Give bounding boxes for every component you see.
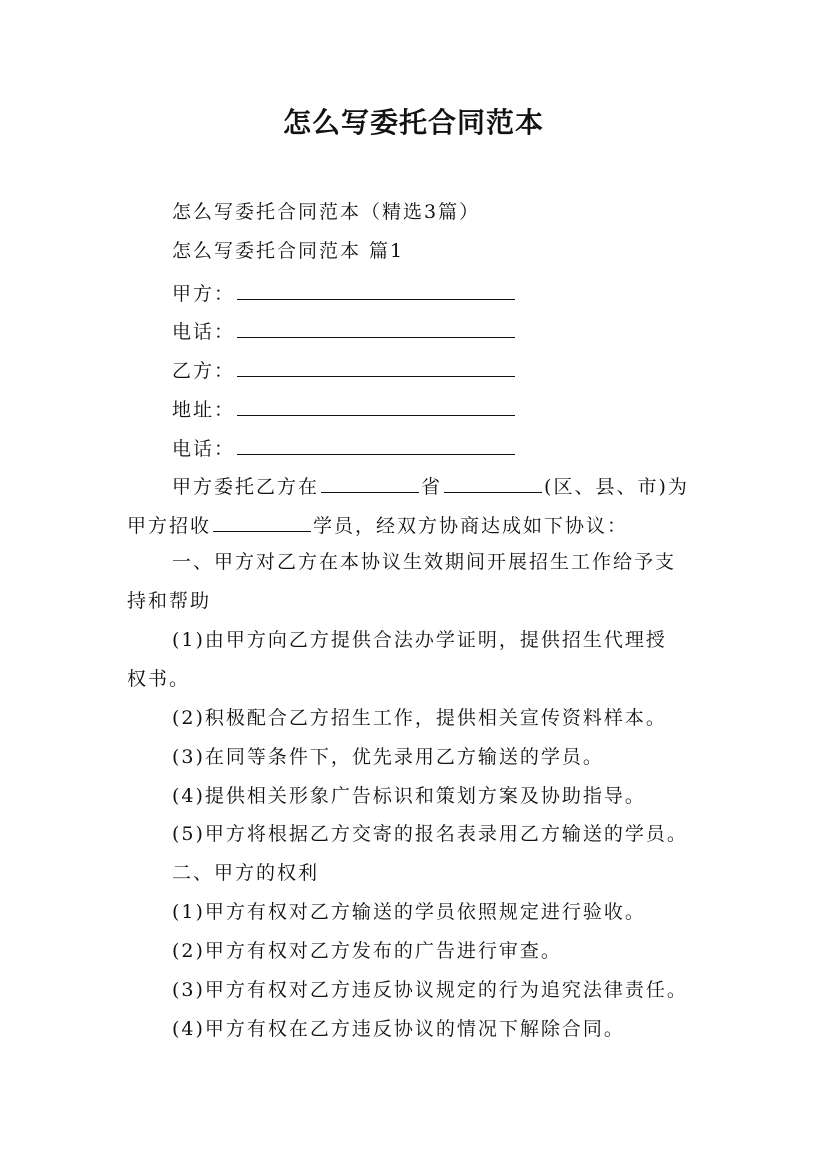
field-label: 甲方： [172, 283, 236, 305]
intro-text: 甲方委托乙方在 [172, 476, 320, 498]
field-address [172, 395, 515, 422]
blank-line [237, 317, 515, 338]
intro-line-2 [127, 511, 628, 538]
blank-line [213, 511, 311, 532]
intro-line-1 [172, 472, 689, 499]
section-heading: 怎么写委托合同范本 篇1 [172, 240, 405, 262]
field-label: 电话： [172, 321, 236, 343]
document-subtitle: 怎么写委托合同范本（精选3篇） [172, 201, 481, 223]
field-phone-b [172, 434, 515, 461]
clause-1-item-3: (3)在同等条件下，优先录用乙方输送的学员。 [172, 746, 604, 768]
field-party-b [172, 356, 515, 383]
clause-2-heading: 二、甲方的权利 [172, 862, 320, 884]
document-title: 怎么写委托合同范本 [282, 106, 544, 139]
clause-1-item-5: (5)甲方将根据乙方交寄的报名表录用乙方输送的学员。 [172, 823, 688, 845]
intro-text: 省 [421, 476, 443, 498]
blank-line [237, 279, 515, 300]
field-party-a [172, 279, 515, 306]
clause-1-heading-cont: 持和帮助 [127, 590, 212, 612]
blank-line [321, 472, 419, 493]
clause-2-item-3: (3)甲方有权对乙方违反协议规定的行为追究法律责任。 [172, 979, 688, 1001]
blank-line [237, 434, 515, 455]
field-label: 地址： [172, 399, 236, 421]
intro-text: (区、县、市)为 [544, 476, 689, 498]
clause-2-item-2: (2)甲方有权对乙方发布的广告进行审查。 [172, 940, 562, 962]
clause-2-item-4: (4)甲方有权在乙方违反协议的情况下解除合同。 [172, 1018, 625, 1040]
clause-1-item-2: (2)积极配合乙方招生工作，提供相关宣传资料样本。 [172, 707, 667, 729]
field-label: 电话： [172, 438, 236, 460]
clause-1-heading: 一、甲方对乙方在本协议生效期间开展招生工作给予支 [172, 551, 677, 573]
clause-1-item-1-cont: 权书。 [127, 668, 191, 690]
blank-line [237, 356, 515, 377]
intro-text: 学员，经双方协商达成如下协议： [313, 515, 629, 537]
clause-1-item-4: (4)提供相关形象广告标识和策划方案及协助指导。 [172, 785, 646, 807]
field-label: 乙方： [172, 360, 236, 382]
clause-2-item-1: (1)甲方有权对乙方输送的学员依照规定进行验收。 [172, 901, 646, 923]
field-phone-a [172, 317, 515, 344]
intro-text: 甲方招收 [127, 515, 212, 537]
clause-1-item-1: (1)由甲方向乙方提供合法办学证明，提供招生代理授 [172, 629, 667, 651]
blank-line [444, 472, 542, 493]
blank-line [237, 395, 515, 416]
